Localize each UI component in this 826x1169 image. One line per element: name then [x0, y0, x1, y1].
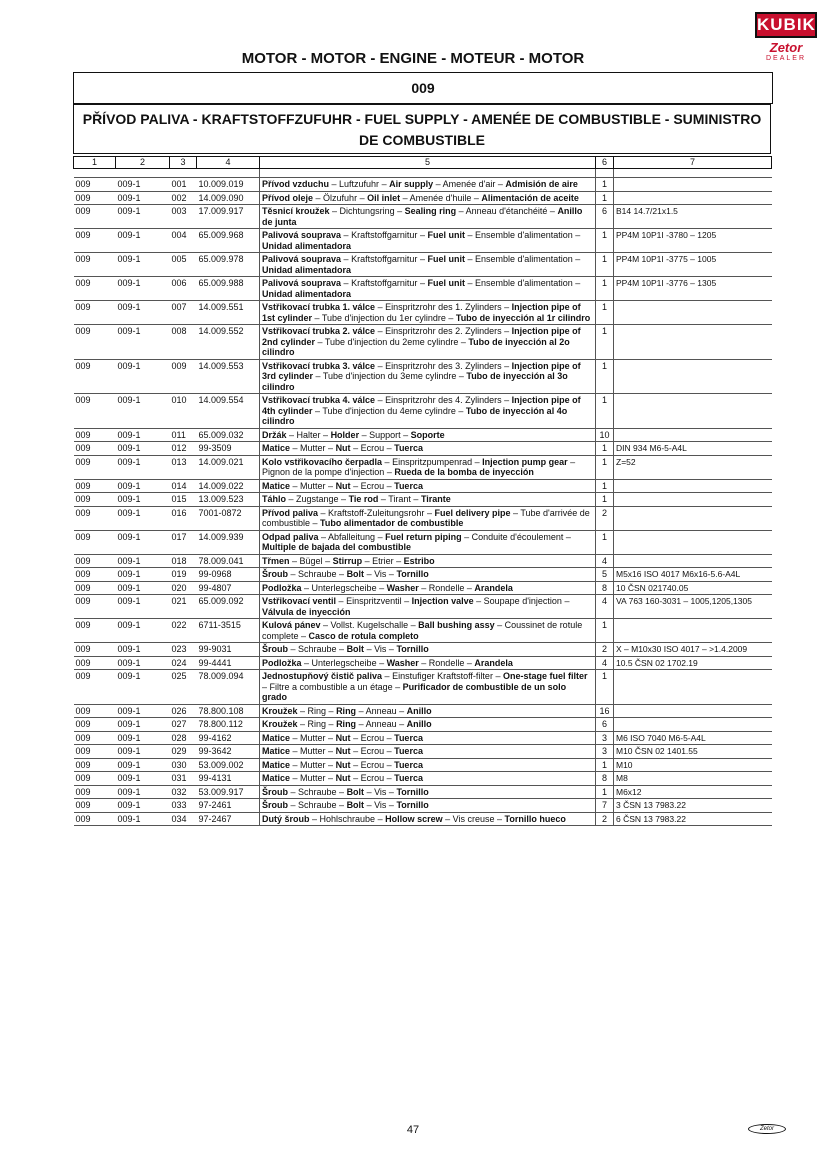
- cell-group: 009: [74, 670, 116, 705]
- cell-description: Palivová souprava – Kraftstoffgarnitur – Fuel unit – Ensemble d'alimentation – Unidad alimentadora: [260, 229, 596, 253]
- table-row: [74, 581, 772, 595]
- cell-quantity: 2: [596, 506, 614, 530]
- cell-quantity: 1: [596, 530, 614, 554]
- cell-group: 009: [74, 359, 116, 394]
- cell-description: Odpad paliva – Abfalleitung – Fuel return piping – Conduite d'écoulement – Multiple de bajada del combustible: [260, 530, 596, 554]
- cell-group: 009: [74, 656, 116, 670]
- cell-quantity: 1: [596, 301, 614, 325]
- cell-quantity: 3: [596, 731, 614, 745]
- cell-position: 032: [170, 785, 197, 799]
- cell-quantity: 1: [596, 455, 614, 479]
- page-title: MOTOR - MOTOR - ENGINE - MOTEUR - MOTOR: [241, 50, 585, 67]
- table-row: [74, 178, 772, 192]
- cell-subgroup: 009-1: [116, 229, 170, 253]
- cell-quantity: 3: [596, 745, 614, 759]
- cell-part-number: 14.009.090: [197, 191, 260, 205]
- cell-quantity: 16: [596, 704, 614, 718]
- cell-part-number: 14.009.022: [197, 479, 260, 493]
- cell-description: Palivová souprava – Kraftstoffgarnitur – Fuel unit – Ensemble d'alimentation – Unidad alimentadora: [260, 253, 596, 277]
- cell-part-number: 6711-3515: [197, 619, 260, 643]
- cell-quantity: 1: [596, 325, 614, 360]
- cell-quantity: 1: [596, 277, 614, 301]
- table-row: [74, 656, 772, 670]
- column-header: 2: [116, 157, 170, 169]
- cell-group: 009: [74, 301, 116, 325]
- cell-note: [614, 493, 772, 507]
- cell-description: Kulová pánev – Vollst. Kugelschalle – Ball bushing assy – Coussinet de rotule complete – Casco de rotula completo: [260, 619, 596, 643]
- cell-description: Matice – Mutter – Nut – Ecrou – Tuerca: [260, 758, 596, 772]
- cell-part-number: 14.009.553: [197, 359, 260, 394]
- cell-subgroup: 009-1: [116, 812, 170, 826]
- section-number: 009: [73, 72, 773, 104]
- cell-quantity: 1: [596, 191, 614, 205]
- cell-quantity: 8: [596, 581, 614, 595]
- cell-subgroup: 009-1: [116, 731, 170, 745]
- cell-quantity: 7: [596, 799, 614, 813]
- cell-part-number: 13.009.523: [197, 493, 260, 507]
- cell-position: 005: [170, 253, 197, 277]
- cell-part-number: 97-2467: [197, 812, 260, 826]
- cell-group: 009: [74, 595, 116, 619]
- cell-position: 017: [170, 530, 197, 554]
- cell-description: Dutý šroub – Hohlschraube – Hollow screw – Vis creuse – Tornillo hueco: [260, 812, 596, 826]
- cell-note: 10 ČSN 021740.05: [614, 581, 772, 595]
- cell-quantity: 1: [596, 785, 614, 799]
- cell-position: 004: [170, 229, 197, 253]
- cell-description: Matice – Mutter – Nut – Ecrou – Tuerca: [260, 745, 596, 759]
- cell-position: 026: [170, 704, 197, 718]
- cell-description: Jednostupňový čistič paliva – Einstufiger Kraftstoff-filter – One-stage fuel filter – Filtre a combustible a un étage – Purificador de combustible de un solo grado: [260, 670, 596, 705]
- cell-subgroup: 009-1: [116, 455, 170, 479]
- cell-group: 009: [74, 812, 116, 826]
- cell-note: [614, 506, 772, 530]
- table-row: [74, 704, 772, 718]
- footer-zetor-logo: Zetor: [748, 1124, 786, 1134]
- cell-description: Těsnicí kroužek – Dichtungsring – Sealing ring – Anneau d'étanchéité – Anillo de junta: [260, 205, 596, 229]
- cell-note: PP4M 10P1I -3780 – 1205: [614, 229, 772, 253]
- column-header: 1: [74, 157, 116, 169]
- cell-note: M6x12: [614, 785, 772, 799]
- cell-part-number: 14.009.939: [197, 530, 260, 554]
- cell-description: Vstřikovací trubka 3. válce – Einspritzrohr des 3. Zylinders – Injection pipe of 3rd cylinder – Tube d'injection du 3eme cylindre – Tubo de inyección al 3o cilindro: [260, 359, 596, 394]
- cell-quantity: 5: [596, 568, 614, 582]
- cell-note: [614, 554, 772, 568]
- cell-quantity: 6: [596, 205, 614, 229]
- cell-position: 012: [170, 442, 197, 456]
- cell-quantity: 2: [596, 812, 614, 826]
- cell-subgroup: 009-1: [116, 277, 170, 301]
- cell-group: 009: [74, 506, 116, 530]
- cell-group: 009: [74, 493, 116, 507]
- column-header: 6: [596, 157, 614, 169]
- cell-group: 009: [74, 718, 116, 732]
- cell-note: [614, 718, 772, 732]
- cell-group: 009: [74, 758, 116, 772]
- cell-group: 009: [74, 178, 116, 192]
- cell-group: 009: [74, 428, 116, 442]
- cell-note: [614, 479, 772, 493]
- cell-note: 3 ČSN 13 7983.22: [614, 799, 772, 813]
- table-row: [74, 785, 772, 799]
- cell-part-number: 65.009.032: [197, 428, 260, 442]
- cell-quantity: 1: [596, 619, 614, 643]
- cell-description: Držák – Halter – Holder – Support – Soporte: [260, 428, 596, 442]
- cell-quantity: 1: [596, 359, 614, 394]
- cell-position: 021: [170, 595, 197, 619]
- cell-quantity: 1: [596, 394, 614, 429]
- cell-subgroup: 009-1: [116, 656, 170, 670]
- table-row: [74, 758, 772, 772]
- cell-description: Přívod vzduchu – Luftzufuhr – Air supply – Amenée d'air – Admisión de aire: [260, 178, 596, 192]
- cell-note: [614, 301, 772, 325]
- cell-description: Šroub – Schraube – Bolt – Vis – Tornillo: [260, 568, 596, 582]
- cell-position: 001: [170, 178, 197, 192]
- cell-group: 009: [74, 191, 116, 205]
- cell-position: 019: [170, 568, 197, 582]
- cell-subgroup: 009-1: [116, 581, 170, 595]
- cell-subgroup: 009-1: [116, 785, 170, 799]
- cell-part-number: 78.800.112: [197, 718, 260, 732]
- cell-part-number: 99-3642: [197, 745, 260, 759]
- cell-subgroup: 009-1: [116, 479, 170, 493]
- cell-part-number: 14.009.554: [197, 394, 260, 429]
- cell-subgroup: 009-1: [116, 253, 170, 277]
- cell-description: Vstřikovací trubka 4. válce – Einspritzrohr des 4. Zylinders – Injection pipe of 4th cylinder – Tube d'injection du 4eme cylindre – Tubo de inyección al 4o cilindro: [260, 394, 596, 429]
- table-row: [74, 359, 772, 394]
- cell-subgroup: 009-1: [116, 595, 170, 619]
- table-row: [74, 455, 772, 479]
- table-row: [74, 568, 772, 582]
- cell-subgroup: 009-1: [116, 178, 170, 192]
- cell-description: Vstřikovací ventil – Einspritzventil – Injection valve – Soupape d'injection – Válvula de inyección: [260, 595, 596, 619]
- cell-note: M10: [614, 758, 772, 772]
- table-row: [74, 799, 772, 813]
- cell-part-number: 99-0968: [197, 568, 260, 582]
- table-row: [74, 619, 772, 643]
- cell-group: 009: [74, 704, 116, 718]
- cell-quantity: 4: [596, 595, 614, 619]
- cell-note: PP4M 10P1I -3775 – 1005: [614, 253, 772, 277]
- cell-group: 009: [74, 229, 116, 253]
- table-row: [74, 530, 772, 554]
- cell-group: 009: [74, 643, 116, 657]
- cell-position: 009: [170, 359, 197, 394]
- table-row: [74, 745, 772, 759]
- cell-group: 009: [74, 442, 116, 456]
- cell-description: Přívod paliva – Kraftstoff-Zuleitungsrohr – Fuel delivery pipe – Tube d'arrivée de combustible – Tubo alimentador de combustible: [260, 506, 596, 530]
- cell-group: 009: [74, 799, 116, 813]
- cell-group: 009: [74, 479, 116, 493]
- cell-position: 007: [170, 301, 197, 325]
- cell-subgroup: 009-1: [116, 428, 170, 442]
- cell-position: 029: [170, 745, 197, 759]
- cell-quantity: 1: [596, 479, 614, 493]
- table-row: [74, 554, 772, 568]
- parts-table: [73, 156, 772, 826]
- cell-subgroup: 009-1: [116, 670, 170, 705]
- cell-quantity: 6: [596, 718, 614, 732]
- column-header: 5: [260, 157, 596, 169]
- cell-quantity: 1: [596, 670, 614, 705]
- cell-part-number: 99-4162: [197, 731, 260, 745]
- cell-part-number: 65.009.988: [197, 277, 260, 301]
- cell-group: 009: [74, 325, 116, 360]
- table-row: [74, 506, 772, 530]
- cell-subgroup: 009-1: [116, 205, 170, 229]
- cell-subgroup: 009-1: [116, 493, 170, 507]
- cell-part-number: 78.009.094: [197, 670, 260, 705]
- cell-part-number: 78.009.041: [197, 554, 260, 568]
- cell-subgroup: 009-1: [116, 718, 170, 732]
- cell-position: 006: [170, 277, 197, 301]
- table-row: [74, 812, 772, 826]
- cell-subgroup: 009-1: [116, 758, 170, 772]
- cell-note: [614, 178, 772, 192]
- cell-part-number: 78.800.108: [197, 704, 260, 718]
- cell-group: 009: [74, 253, 116, 277]
- column-header: 4: [197, 157, 260, 169]
- cell-quantity: 4: [596, 656, 614, 670]
- table-row: [74, 205, 772, 229]
- cell-subgroup: 009-1: [116, 394, 170, 429]
- cell-subgroup: 009-1: [116, 301, 170, 325]
- cell-position: 008: [170, 325, 197, 360]
- cell-description: Kroužek – Ring – Ring – Anneau – Anillo: [260, 704, 596, 718]
- cell-position: 002: [170, 191, 197, 205]
- cell-part-number: 14.009.021: [197, 455, 260, 479]
- cell-group: 009: [74, 277, 116, 301]
- cell-position: 027: [170, 718, 197, 732]
- cell-position: 018: [170, 554, 197, 568]
- cell-group: 009: [74, 619, 116, 643]
- cell-position: 022: [170, 619, 197, 643]
- cell-quantity: 8: [596, 772, 614, 786]
- cell-group: 009: [74, 581, 116, 595]
- cell-description: Kroužek – Ring – Ring – Anneau – Anillo: [260, 718, 596, 732]
- cell-part-number: 14.009.552: [197, 325, 260, 360]
- cell-subgroup: 009-1: [116, 619, 170, 643]
- cell-group: 009: [74, 785, 116, 799]
- cell-description: Šroub – Schraube – Bolt – Vis – Tornillo: [260, 785, 596, 799]
- group-title: PŘÍVOD PALIVA - KRAFTSTOFFZUFUHR - FUEL SUPPLY - AMENÉE DE COMBUSTIBLE - SUMINISTRO DE COMBUSTIBLE: [73, 104, 771, 154]
- cell-note: 10.5 ČSN 02 1702.19: [614, 656, 772, 670]
- cell-note: M5x16 ISO 4017 M6x16-5.6-A4L: [614, 568, 772, 582]
- table-row: [74, 718, 772, 732]
- cell-position: 013: [170, 455, 197, 479]
- cell-position: 014: [170, 479, 197, 493]
- cell-note: M8: [614, 772, 772, 786]
- cell-note: [614, 530, 772, 554]
- cell-note: PP4M 10P1I -3776 – 1305: [614, 277, 772, 301]
- cell-part-number: 65.009.978: [197, 253, 260, 277]
- cell-quantity: 1: [596, 229, 614, 253]
- cell-part-number: 99-4131: [197, 772, 260, 786]
- cell-description: Třmen – Bügel – Stirrup – Etrier – Estribo: [260, 554, 596, 568]
- cell-subgroup: 009-1: [116, 530, 170, 554]
- cell-note: [614, 619, 772, 643]
- cell-position: 028: [170, 731, 197, 745]
- cell-subgroup: 009-1: [116, 704, 170, 718]
- cell-position: 016: [170, 506, 197, 530]
- cell-subgroup: 009-1: [116, 643, 170, 657]
- cell-part-number: 14.009.551: [197, 301, 260, 325]
- column-header: 3: [170, 157, 197, 169]
- cell-note: [614, 394, 772, 429]
- cell-subgroup: 009-1: [116, 568, 170, 582]
- cell-quantity: 1: [596, 758, 614, 772]
- logo-zetor-text: Zetor: [769, 40, 803, 55]
- table-row: [74, 772, 772, 786]
- cell-part-number: 65.009.092: [197, 595, 260, 619]
- table-header-row: [74, 157, 772, 169]
- cell-quantity: 1: [596, 442, 614, 456]
- table-row: [74, 442, 772, 456]
- table-row: [74, 394, 772, 429]
- cell-part-number: 53.009.917: [197, 785, 260, 799]
- cell-note: X – M10x30 ISO 4017 – >1.4.2009: [614, 643, 772, 657]
- cell-part-number: 7001-0872: [197, 506, 260, 530]
- cell-quantity: 4: [596, 554, 614, 568]
- page-number: 47: [406, 1124, 420, 1136]
- cell-group: 009: [74, 731, 116, 745]
- cell-position: 023: [170, 643, 197, 657]
- cell-group: 009: [74, 772, 116, 786]
- logo-kubik-text: KUBIK: [755, 12, 817, 38]
- cell-description: Kolo vstřikovacího čerpadla – Einspritzpumpenrad – Injection pump gear – Pignon de la pompe d'injection – Rueda de la bomba de inyección: [260, 455, 596, 479]
- cell-note: M10 ČSN 02 1401.55: [614, 745, 772, 759]
- table-row: [74, 731, 772, 745]
- cell-note: [614, 359, 772, 394]
- cell-description: Matice – Mutter – Nut – Ecrou – Tuerca: [260, 731, 596, 745]
- table-row: [74, 277, 772, 301]
- cell-note: DIN 934 M6-5-A4L: [614, 442, 772, 456]
- cell-position: 015: [170, 493, 197, 507]
- cell-quantity: 2: [596, 643, 614, 657]
- cell-part-number: 99-4807: [197, 581, 260, 595]
- table-row: [74, 643, 772, 657]
- cell-position: 010: [170, 394, 197, 429]
- cell-group: 009: [74, 568, 116, 582]
- cell-note: B14 14.7/21x1.5: [614, 205, 772, 229]
- cell-note: [614, 670, 772, 705]
- table-row: [74, 493, 772, 507]
- logo-tagline: DEALER: [765, 55, 806, 62]
- cell-part-number: 65.009.968: [197, 229, 260, 253]
- cell-position: 031: [170, 772, 197, 786]
- cell-subgroup: 009-1: [116, 745, 170, 759]
- table-row: [74, 325, 772, 360]
- table-row: [74, 428, 772, 442]
- cell-group: 009: [74, 530, 116, 554]
- cell-part-number: 53.009.002: [197, 758, 260, 772]
- table-row: [74, 479, 772, 493]
- column-header: 7: [614, 157, 772, 169]
- table-row: [74, 191, 772, 205]
- cell-note: M6 ISO 7040 M6-5-A4L: [614, 731, 772, 745]
- cell-part-number: 99-9031: [197, 643, 260, 657]
- cell-description: Táhlo – Zugstange – Tie rod – Tirant – Tirante: [260, 493, 596, 507]
- cell-note: [614, 325, 772, 360]
- cell-part-number: 99-4441: [197, 656, 260, 670]
- cell-description: Přívod oleje – Ölzufuhr – Oil inlet – Amenée d'huile – Alimentación de aceite: [260, 191, 596, 205]
- table-row: [74, 301, 772, 325]
- table-row: [74, 229, 772, 253]
- cell-group: 009: [74, 394, 116, 429]
- cell-description: Vstřikovací trubka 2. válce – Einspritzrohr des 2. Zylinders – Injection pipe of 2nd cylinder – Tube d'injection du 2eme cylindre – Tubo de inyección al 2o cilindro: [260, 325, 596, 360]
- cell-group: 009: [74, 455, 116, 479]
- cell-note: [614, 704, 772, 718]
- cell-position: 011: [170, 428, 197, 442]
- cell-subgroup: 009-1: [116, 799, 170, 813]
- cell-note: [614, 191, 772, 205]
- cell-part-number: 97-2461: [197, 799, 260, 813]
- cell-note: Z=52: [614, 455, 772, 479]
- cell-description: Podložka – Unterlegscheibe – Washer – Rondelle – Arandela: [260, 581, 596, 595]
- table-spacer-row: [74, 169, 772, 178]
- cell-quantity: 10: [596, 428, 614, 442]
- cell-description: Šroub – Schraube – Bolt – Vis – Tornillo: [260, 799, 596, 813]
- table-row: [74, 595, 772, 619]
- cell-group: 009: [74, 205, 116, 229]
- cell-part-number: 99-3509: [197, 442, 260, 456]
- cell-description: Vstřikovací trubka 1. válce – Einspritzrohr des 1. Zylinders – Injection pipe of 1st cylinder – Tube d'injection du 1er cylindre – Tubo de inyección al 1r cilindro: [260, 301, 596, 325]
- cell-position: 030: [170, 758, 197, 772]
- cell-description: Matice – Mutter – Nut – Ecrou – Tuerca: [260, 772, 596, 786]
- cell-part-number: 10.009.019: [197, 178, 260, 192]
- cell-subgroup: 009-1: [116, 359, 170, 394]
- parts-table-body: [74, 169, 772, 826]
- cell-subgroup: 009-1: [116, 506, 170, 530]
- cell-description: Matice – Mutter – Nut – Ecrou – Tuerca: [260, 479, 596, 493]
- cell-subgroup: 009-1: [116, 772, 170, 786]
- cell-subgroup: 009-1: [116, 442, 170, 456]
- cell-subgroup: 009-1: [116, 554, 170, 568]
- cell-description: Matice – Mutter – Nut – Ecrou – Tuerca: [260, 442, 596, 456]
- cell-group: 009: [74, 554, 116, 568]
- cell-position: 020: [170, 581, 197, 595]
- cell-subgroup: 009-1: [116, 325, 170, 360]
- cell-position: 034: [170, 812, 197, 826]
- cell-position: 003: [170, 205, 197, 229]
- cell-description: Podložka – Unterlegscheibe – Washer – Rondelle – Arandela: [260, 656, 596, 670]
- cell-position: 033: [170, 799, 197, 813]
- table-row: [74, 670, 772, 705]
- cell-subgroup: 009-1: [116, 191, 170, 205]
- cell-part-number: 17.009.917: [197, 205, 260, 229]
- cell-group: 009: [74, 745, 116, 759]
- cell-note: [614, 428, 772, 442]
- cell-position: 025: [170, 670, 197, 705]
- cell-description: Šroub – Schraube – Bolt – Vis – Tornillo: [260, 643, 596, 657]
- cell-quantity: 1: [596, 253, 614, 277]
- cell-description: Palivová souprava – Kraftstoffgarnitur – Fuel unit – Ensemble d'alimentation – Unidad alimentadora: [260, 277, 596, 301]
- cell-quantity: 1: [596, 178, 614, 192]
- cell-quantity: 1: [596, 493, 614, 507]
- table-row: [74, 253, 772, 277]
- cell-position: 024: [170, 656, 197, 670]
- cell-note: VA 763 160-3031 – 1005,1205,1305: [614, 595, 772, 619]
- cell-note: 6 ČSN 13 7983.22: [614, 812, 772, 826]
